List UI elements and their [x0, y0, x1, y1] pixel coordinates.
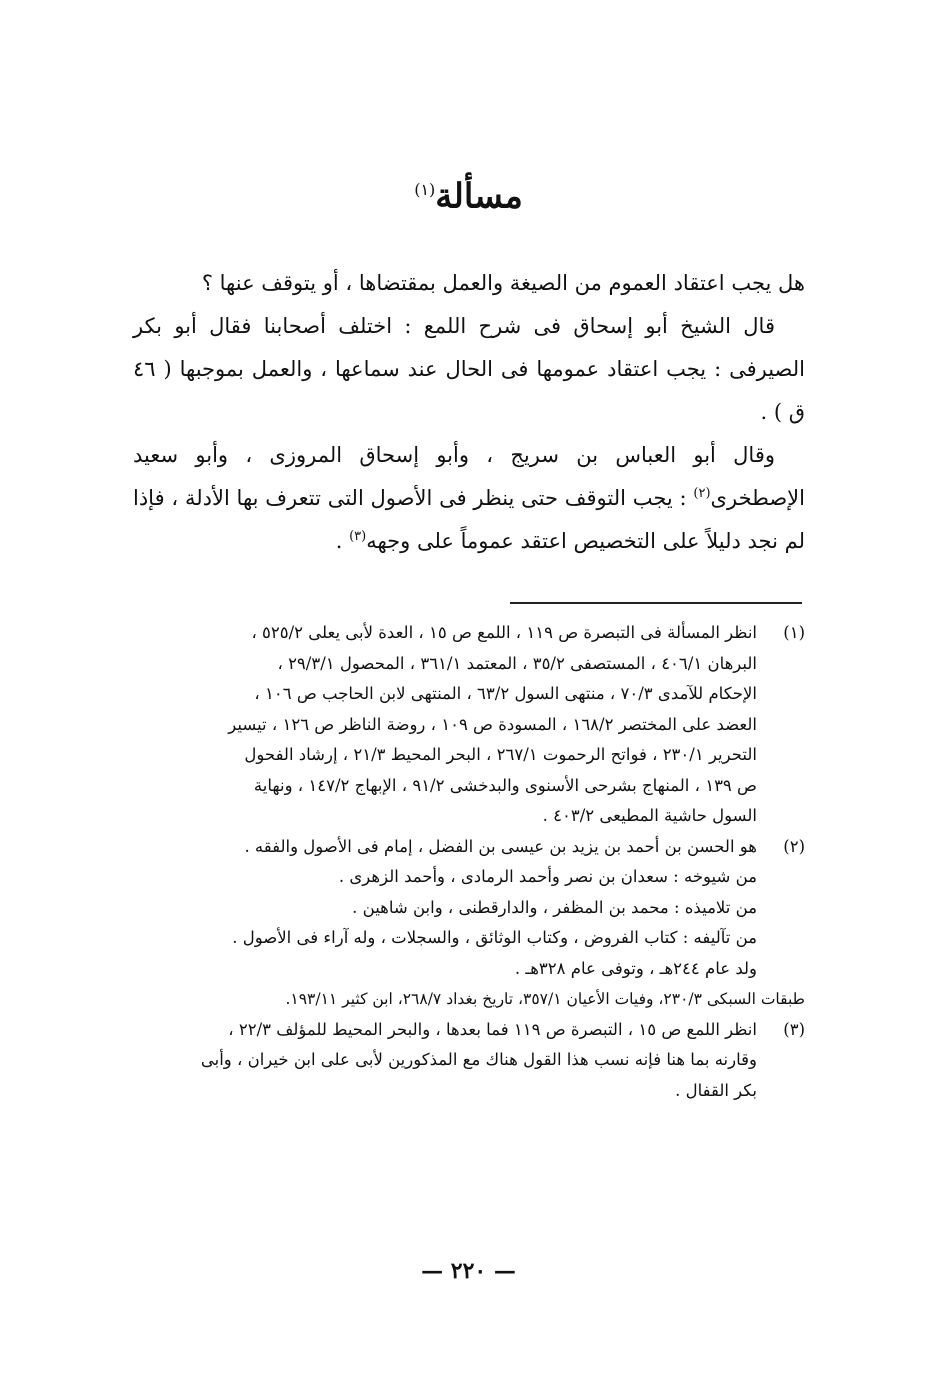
footnote-1	[115, 618, 805, 832]
footnote-sources: طبقات السبكى ٢٣٠/٣، وفيات الأعيان ٣٥٧/١، تاريخ بغداد ٢٦٨/٧، ابن كثير ١٩٣/١١.	[285, 990, 805, 1008]
page-number: — ٢٢٠ —	[421, 1258, 516, 1284]
footnote-line: وقارنه بما هنا فإنه نسب هذا القول هناك مع المذكورين لأبى على ابن خيران ، وأبى	[200, 1050, 757, 1069]
footnote-line: السول حاشية المطيعى ٤٠٣/٢ .	[542, 806, 757, 825]
footnote-line: ص ١٣٩ ، المنهاج بشرحى الأسنوى والبدخشى ٩١/٢ ، الإبهاج ١٤٧/٢ ، ونهاية	[253, 775, 757, 795]
footnote-body	[115, 832, 805, 1015]
footnote-separator	[510, 602, 802, 604]
footnote-line: انظر المسألة فى التبصرة ص ١١٩ ، اللمع ص ١٥ ، العدة لأبى يعلى ٥٢٥/٢ ،	[251, 623, 757, 642]
title-footnote-ref: (١)	[414, 180, 436, 199]
footnote-line: بكر القفال .	[675, 1080, 757, 1100]
main-text	[133, 262, 805, 563]
paragraph-tawaqquf	[133, 434, 805, 563]
paragraph-question: هل يجب اعتقاد العموم من الصيغة والعمل بمقتضاها ، أو يتوقف عنها ؟	[201, 271, 805, 295]
paragraph-tawaqquf-part2: : يجب التوقف حتى ينظر فى الأصول التى تتعرف بها الأدلة ، فإذا لم نجد دليلاً على التخصيص اعتقد عموماً على وجهه	[133, 486, 805, 553]
paragraph-sayrafi: قال الشيخ أبو إسحاق فى شرح اللمع : اختلف أصحابنا فقال أبو بكر الصيرفى : يجب اعتقاد عمومها فى الحال عند سماعها ، والعمل بموجبها ( ٤٦ ق ) .	[133, 314, 805, 424]
footnote-line: البرهان ٤٠٦/١ ، المستصفى ٣٥/٢ ، المعتمد ٣٦١/١ ، المحصول ٢٩/٣/١ ،	[277, 653, 757, 673]
footnote-number: (٢)	[783, 836, 805, 856]
footnote-line: التحرير ٢٣٠/١ ، فواتح الرحموت ٢٦٧/١ ، البحر المحيط ٢١/٣ ، إرشاد الفحول	[244, 745, 757, 764]
paragraph-tawaqquf-part3: .	[335, 529, 350, 553]
footnote-line: هو الحسن بن أحمد بن يزيد بن عيسى بن الفضل ، إمام فى الأصول والفقه .	[244, 836, 757, 856]
title-text: مسألة	[435, 176, 523, 217]
footnotes	[115, 618, 805, 1106]
footnote-line: الإحكام للآمدى ٧٠/٣ ، منتهى السول ٦٣/٢ ، المنتهى لابن الحاجب ص ١٠٦ ،	[254, 684, 757, 703]
footnote-line: ولد عام ٢٤٤هـ ، وتوفى عام ٣٢٨هـ .	[514, 958, 757, 978]
paragraph-tawaqquf-part1: وقال أبو العباس بن سريج ، وأبو إسحاق المروزى ، وأبو سعيد الإصطخرى	[133, 443, 805, 510]
footnote-line: من شيوخه : سعدان بن نصر وأحمد الرمادى ، وأحمد الزهرى .	[338, 867, 757, 886]
footnote-line: العضد على المختصر ١٦٨/٢ ، المسودة ص ١٠٩ ، روضة الناظر ص ١٢٦ ، تيسير	[228, 714, 757, 734]
footnote-number: (٣)	[783, 1019, 805, 1039]
footnote-line: من تلاميذه : محمد بن المظفر ، والدارقطنى ، وابن شاهين .	[352, 897, 757, 917]
footnote-number: (١)	[783, 623, 805, 642]
footnote-body	[115, 1015, 757, 1107]
footnote-line: انظر اللمع ص ١٥ ، التبصرة ص ١١٩ فما بعدها ، والبحر المحيط للمؤلف ٢٢/٣ ،	[228, 1019, 757, 1039]
footnote-ref-3: (٣)	[349, 529, 367, 544]
footnote-3	[115, 1015, 805, 1107]
footnote-ref-2: (٢)	[693, 486, 711, 501]
footnote-line: من تآليفه : كتاب الفروض ، وكتاب الوثائق ، والسجلات ، وله آراء فى الأصول .	[232, 928, 757, 947]
page-title	[0, 168, 937, 218]
footnote-body	[115, 618, 757, 832]
footnote-2	[115, 832, 805, 1015]
